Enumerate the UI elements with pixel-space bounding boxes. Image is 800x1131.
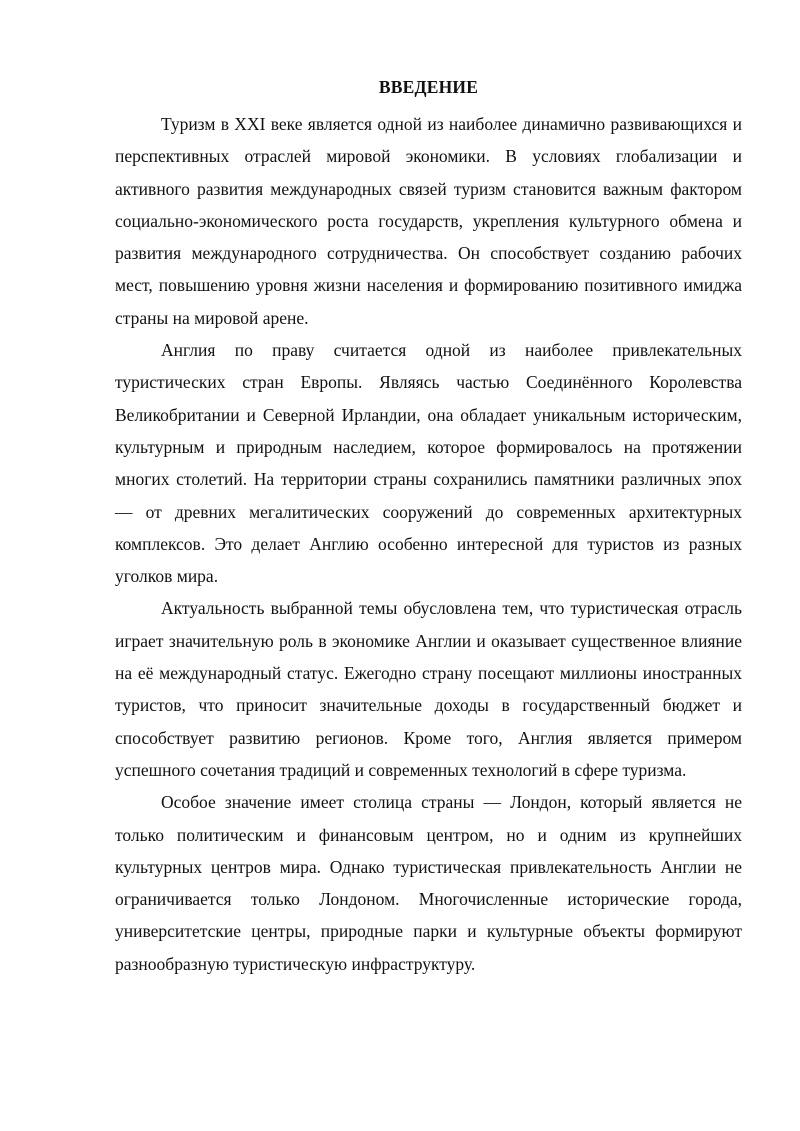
document-title: ВВЕДЕНИЕ bbox=[378, 77, 479, 97]
paragraph-3: Актуальность выбранной темы обусловлена тем, что туристическая отрасль играет значительную роль в экономике Англии и оказывает существенное влияние на её международный статус. Ежегодно страну посещают миллионы иностранных туристов, что приносит значительные доходы в государственный бюджет и способствует развитию регионов. Кроме того, Англия является примером успешного сочетания традиций и современных технологий в сфере туризма. bbox=[115, 598, 742, 780]
document-body bbox=[115, 74, 742, 980]
paragraph-2: Англия по праву считается одной из наиболее привлекательных туристических стран Европы. Являясь частью Соединённого Королевства Великобритании и Северной Ирландии, она обладает уникальным историческим, культурным и природным наследием, которое формировалось на протяжении многих столетий. На территории страны сохранились памятники различных эпох — от древних мегалитических сооружений до современных архитектурных комплексов. Это делает Англию особенно интересной для туристов из разных уголков мира. bbox=[115, 340, 742, 587]
paragraph-1: Туризм в XXI веке является одной из наиболее динамично развивающихся и перспективных отраслей мировой экономики. В условиях глобализации и активного развития международных связей туризм становится важным фактором социально-экономического роста государств, укрепления культурного обмена и развития международного сотрудничества. Он способствует созданию рабочих мест, повышению уровня жизни населения и формированию позитивного имиджа страны на мировой арене. bbox=[115, 114, 742, 328]
paragraph-4: Особое значение имеет столица страны — Лондон, который является не только политическим и финансовым центром, но и одним из крупнейших культурных центров мира. Однако туристическая привлекательность Англии не ограничивается только Лондоном. Многочисленные исторические города, университетские центры, природные парки и культурные объекты формируют разнообразную туристическую инфраструктуру. bbox=[115, 792, 742, 974]
